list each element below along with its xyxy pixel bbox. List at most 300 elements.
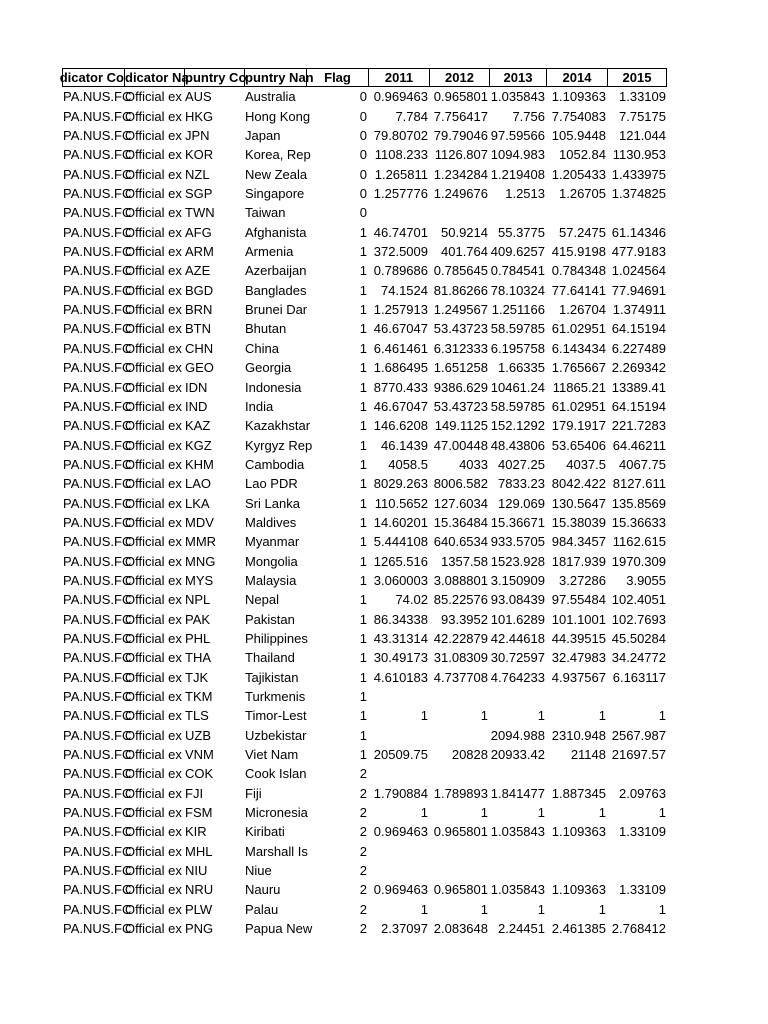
value-2012-cell[interactable]: 0.965801 xyxy=(433,824,488,840)
indicator-name-cell[interactable]: Official ex xyxy=(125,379,182,395)
country-code-cell[interactable]: KOR xyxy=(185,147,214,163)
indicator-name-cell[interactable]: Official ex xyxy=(125,476,182,492)
country-name-cell[interactable]: Niue xyxy=(245,863,272,879)
indicator-code-cell[interactable]: PA.NUS.FC xyxy=(63,360,132,376)
value-2012-cell[interactable]: 2.083648 xyxy=(433,921,488,937)
country-code-cell[interactable]: JPN xyxy=(185,128,210,144)
country-name-cell[interactable]: Afghanista xyxy=(245,224,307,240)
value-2013-cell[interactable]: 933.5705 xyxy=(490,534,545,550)
country-name-cell[interactable]: Kyrgyz Rep xyxy=(245,437,313,453)
indicator-code-cell[interactable]: PA.NUS.FC xyxy=(63,224,132,240)
indicator-name-cell[interactable]: Official ex xyxy=(125,360,182,376)
indicator-code-cell[interactable]: PA.NUS.FC xyxy=(63,785,132,801)
value-2014-cell[interactable]: 1.26705 xyxy=(559,186,606,202)
flag-cell[interactable]: 1 xyxy=(359,630,367,646)
value-2014-cell[interactable]: 1 xyxy=(598,805,606,821)
value-2013-cell[interactable]: 93.08439 xyxy=(490,592,545,608)
value-2015-cell[interactable]: 135.8569 xyxy=(611,495,666,511)
value-2015-cell[interactable]: 6.227489 xyxy=(611,340,666,356)
header-cell[interactable]: Flag xyxy=(306,68,368,87)
value-2012-cell[interactable] xyxy=(429,687,489,706)
flag-cell[interactable]: 1 xyxy=(359,592,367,608)
value-2013-cell[interactable]: 78.10324 xyxy=(490,282,545,298)
header-cell[interactable]: dicator Na xyxy=(124,68,184,87)
value-2011-cell[interactable]: 0.969463 xyxy=(373,89,428,105)
country-name-cell[interactable]: Marshall Is xyxy=(245,843,308,859)
country-name-cell[interactable]: Georgia xyxy=(245,360,292,376)
value-2012-cell[interactable]: 93.3952 xyxy=(441,611,488,627)
value-2011-cell[interactable]: 43.31314 xyxy=(373,630,428,646)
value-2014-cell[interactable]: 1.765667 xyxy=(551,360,606,376)
value-2012-cell[interactable]: 7.756417 xyxy=(433,108,488,124)
value-2013-cell[interactable]: 1.035843 xyxy=(490,824,545,840)
indicator-code-cell[interactable]: PA.NUS.FC xyxy=(63,766,132,782)
value-2011-cell[interactable]: 1.686495 xyxy=(373,360,428,376)
value-2014-cell[interactable]: 1.109363 xyxy=(551,89,606,105)
country-code-cell[interactable]: KAZ xyxy=(185,418,211,434)
value-2015-cell[interactable]: 34.24772 xyxy=(611,650,666,666)
value-2015-cell[interactable]: 221.7283 xyxy=(611,418,666,434)
flag-cell[interactable]: 0 xyxy=(359,147,367,163)
value-2011-cell[interactable]: 0.969463 xyxy=(373,824,428,840)
indicator-name-cell[interactable]: Official ex xyxy=(125,785,182,801)
value-2013-cell[interactable]: 1.841477 xyxy=(490,785,545,801)
value-2014-cell[interactable]: 15.38039 xyxy=(551,514,606,530)
indicator-code-cell[interactable]: PA.NUS.FC xyxy=(63,630,132,646)
country-name-cell[interactable]: Uzbekistar xyxy=(245,727,307,743)
country-name-cell[interactable]: Indonesia xyxy=(245,379,302,395)
value-2012-cell[interactable]: 401.764 xyxy=(441,244,488,260)
value-2011-cell[interactable]: 46.67047 xyxy=(373,398,428,414)
indicator-name-cell[interactable]: Official ex xyxy=(125,882,182,898)
country-code-cell[interactable]: FJI xyxy=(185,785,204,801)
country-code-cell[interactable]: IDN xyxy=(185,379,208,395)
value-2012-cell[interactable]: 81.86266 xyxy=(433,282,488,298)
indicator-name-cell[interactable]: Official ex xyxy=(125,186,182,202)
indicator-name-cell[interactable]: Official ex xyxy=(125,147,182,163)
flag-cell[interactable]: 1 xyxy=(359,340,367,356)
indicator-name-cell[interactable]: Official ex xyxy=(125,128,182,144)
indicator-name-cell[interactable]: Official ex xyxy=(125,321,182,337)
value-2015-cell[interactable]: 1.433975 xyxy=(611,166,666,182)
value-2014-cell[interactable]: 61.02951 xyxy=(551,321,606,337)
value-2013-cell[interactable] xyxy=(489,203,546,222)
indicator-name-cell[interactable]: Official ex xyxy=(125,89,182,105)
country-name-cell[interactable]: Australia xyxy=(245,89,296,105)
country-name-cell[interactable]: Myanmar xyxy=(245,534,300,550)
indicator-code-cell[interactable]: PA.NUS.FC xyxy=(63,456,132,472)
country-code-cell[interactable]: PLW xyxy=(185,901,213,917)
value-2015-cell[interactable]: 1.374911 xyxy=(612,302,666,318)
flag-cell[interactable]: 2 xyxy=(359,766,367,782)
indicator-code-cell[interactable]: PA.NUS.FC xyxy=(63,321,132,337)
value-2011-cell[interactable]: 7.784 xyxy=(395,108,428,124)
value-2012-cell[interactable]: 53.43723 xyxy=(433,321,488,337)
flag-cell[interactable]: 2 xyxy=(359,805,367,821)
flag-cell[interactable]: 1 xyxy=(359,263,367,279)
value-2014-cell[interactable]: 32.47983 xyxy=(551,650,606,666)
value-2012-cell[interactable]: 9386.629 xyxy=(433,379,488,395)
indicator-code-cell[interactable]: PA.NUS.FC xyxy=(63,863,132,879)
indicator-code-cell[interactable]: PA.NUS.FC xyxy=(63,708,132,724)
value-2011-cell[interactable]: 79.80702 xyxy=(373,128,428,144)
indicator-name-cell[interactable]: Official ex xyxy=(125,863,182,879)
value-2013-cell[interactable]: 55.3775 xyxy=(498,224,545,240)
flag-cell[interactable]: 1 xyxy=(359,553,367,569)
value-2013-cell[interactable]: 30.72597 xyxy=(490,650,545,666)
country-name-cell[interactable]: Sri Lanka xyxy=(245,495,300,511)
country-name-cell[interactable]: Kazakhstar xyxy=(245,418,311,434)
country-name-cell[interactable]: Nepal xyxy=(245,592,279,608)
country-code-cell[interactable]: LAO xyxy=(185,476,212,492)
country-code-cell[interactable]: KIR xyxy=(185,824,207,840)
country-code-cell[interactable]: MHL xyxy=(185,843,213,859)
value-2011-cell[interactable] xyxy=(368,726,429,745)
indicator-name-cell[interactable]: Official ex xyxy=(125,843,182,859)
indicator-name-cell[interactable]: Official ex xyxy=(125,901,182,917)
indicator-code-cell[interactable]: PA.NUS.FC xyxy=(63,302,132,318)
country-name-cell[interactable]: Philippines xyxy=(245,630,308,646)
country-name-cell[interactable]: Cambodia xyxy=(245,456,305,472)
value-2012-cell[interactable]: 640.6534 xyxy=(433,534,488,550)
country-code-cell[interactable]: TLS xyxy=(185,708,209,724)
value-2013-cell[interactable]: 1 xyxy=(537,901,545,917)
indicator-name-cell[interactable]: Official ex xyxy=(125,689,182,704)
value-2011-cell[interactable]: 1 xyxy=(420,805,428,821)
value-2014-cell[interactable]: 415.9198 xyxy=(551,244,606,260)
value-2014-cell[interactable]: 1052.84 xyxy=(559,147,606,163)
value-2011-cell[interactable]: 74.1524 xyxy=(381,282,428,298)
value-2013-cell[interactable]: 3.150909 xyxy=(490,572,545,588)
header-cell[interactable]: dicator Co xyxy=(62,68,124,87)
value-2013-cell[interactable]: 129.069 xyxy=(498,495,545,511)
country-name-cell[interactable]: Brunei Dar xyxy=(245,302,308,318)
value-2012-cell[interactable]: 20828 xyxy=(451,747,488,763)
indicator-code-cell[interactable]: PA.NUS.FC xyxy=(63,882,132,898)
value-2012-cell[interactable]: 47.00448 xyxy=(433,437,488,453)
indicator-code-cell[interactable]: PA.NUS.FC xyxy=(63,824,132,840)
value-2011-cell[interactable] xyxy=(368,203,429,222)
value-2015-cell[interactable]: 15.36633 xyxy=(611,514,666,530)
indicator-name-cell[interactable]: Official ex xyxy=(125,650,182,666)
indicator-code-cell[interactable]: PA.NUS.FC xyxy=(63,398,132,414)
country-name-cell[interactable]: China xyxy=(245,340,279,356)
indicator-name-cell[interactable]: Official ex xyxy=(125,553,182,569)
value-2011-cell[interactable]: 46.67047 xyxy=(373,321,428,337)
indicator-name-cell[interactable]: Official ex xyxy=(125,611,182,627)
value-2013-cell[interactable]: 58.59785 xyxy=(490,321,545,337)
value-2014-cell[interactable]: 1817.939 xyxy=(551,553,606,569)
indicator-code-cell[interactable]: PA.NUS.FC xyxy=(63,514,132,530)
flag-cell[interactable]: 1 xyxy=(359,689,367,704)
value-2013-cell[interactable]: 58.59785 xyxy=(490,398,545,414)
value-2014-cell[interactable]: 1.205433 xyxy=(551,166,606,182)
value-2012-cell[interactable]: 1.651258 xyxy=(433,360,488,376)
value-2014-cell[interactable]: 1 xyxy=(598,708,606,724)
country-name-cell[interactable]: Singapore xyxy=(245,186,305,202)
value-2013-cell[interactable]: 1.219408 xyxy=(490,166,545,182)
value-2015-cell[interactable]: 7.75175 xyxy=(619,108,666,124)
value-2014-cell[interactable]: 179.1917 xyxy=(551,418,606,434)
country-name-cell[interactable]: Thailand xyxy=(245,650,295,666)
value-2013-cell[interactable]: 4.764233 xyxy=(490,669,545,685)
indicator-code-cell[interactable]: PA.NUS.FC xyxy=(63,476,132,492)
indicator-code-cell[interactable]: PA.NUS.FC xyxy=(63,108,132,124)
value-2011-cell[interactable]: 8770.433 xyxy=(373,379,428,395)
value-2014-cell[interactable]: 3.27286 xyxy=(559,572,606,588)
flag-cell[interactable]: 2 xyxy=(359,824,367,840)
indicator-name-cell[interactable]: Official ex xyxy=(125,456,182,472)
value-2012-cell[interactable] xyxy=(429,726,489,745)
country-code-cell[interactable]: IND xyxy=(185,398,208,414)
indicator-code-cell[interactable]: PA.NUS.FC xyxy=(63,611,132,627)
indicator-code-cell[interactable]: PA.NUS.FC xyxy=(63,901,132,917)
value-2015-cell[interactable]: 477.9183 xyxy=(611,244,666,260)
value-2012-cell[interactable] xyxy=(429,203,489,222)
value-2015-cell[interactable]: 64.46211 xyxy=(612,437,666,453)
value-2015-cell[interactable]: 1162.615 xyxy=(612,534,666,550)
value-2014-cell[interactable]: 57.2475 xyxy=(559,224,606,240)
country-code-cell[interactable]: HKG xyxy=(185,108,214,124)
indicator-code-cell[interactable]: PA.NUS.FC xyxy=(63,89,132,105)
country-code-cell[interactable]: MYS xyxy=(185,572,214,588)
indicator-name-cell[interactable]: Official ex xyxy=(125,263,182,279)
value-2012-cell[interactable]: 1.249567 xyxy=(433,302,488,318)
indicator-name-cell[interactable]: Official ex xyxy=(125,534,182,550)
indicator-name-cell[interactable]: Official ex xyxy=(125,592,182,608)
indicator-code-cell[interactable]: PA.NUS.FC xyxy=(63,669,132,685)
value-2015-cell[interactable]: 1 xyxy=(658,708,666,724)
country-code-cell[interactable]: PAK xyxy=(185,611,211,627)
value-2011-cell[interactable] xyxy=(368,687,429,706)
flag-cell[interactable]: 1 xyxy=(359,708,367,724)
value-2013-cell[interactable]: 1.66335 xyxy=(498,360,545,376)
value-2015-cell[interactable]: 8127.611 xyxy=(612,476,666,492)
value-2012-cell[interactable]: 4033 xyxy=(459,456,488,472)
value-2014-cell[interactable]: 4037.5 xyxy=(566,456,606,472)
value-2012-cell[interactable]: 79.79046 xyxy=(433,128,488,144)
value-2015-cell[interactable] xyxy=(607,842,667,861)
country-name-cell[interactable]: Fiji xyxy=(245,785,262,801)
value-2011-cell[interactable]: 8029.263 xyxy=(373,476,428,492)
value-2013-cell[interactable]: 48.43806 xyxy=(490,437,545,453)
indicator-code-cell[interactable]: PA.NUS.FC xyxy=(63,186,132,202)
value-2011-cell[interactable]: 1 xyxy=(420,708,428,724)
flag-cell[interactable]: 0 xyxy=(359,205,367,221)
value-2011-cell[interactable] xyxy=(368,764,429,783)
indicator-name-cell[interactable]: Official ex xyxy=(125,805,182,821)
value-2013-cell[interactable]: 15.36671 xyxy=(490,514,545,530)
country-name-cell[interactable]: Tajikistan xyxy=(245,669,299,685)
country-name-cell[interactable]: Malaysia xyxy=(245,572,297,588)
indicator-name-cell[interactable]: Official ex xyxy=(125,282,182,298)
value-2014-cell[interactable]: 105.9448 xyxy=(551,128,606,144)
value-2012-cell[interactable]: 31.08309 xyxy=(433,650,488,666)
value-2012-cell[interactable]: 1.789893 xyxy=(433,785,488,801)
value-2012-cell[interactable]: 15.36484 xyxy=(433,514,488,530)
indicator-name-cell[interactable]: Official ex xyxy=(125,224,182,240)
country-name-cell[interactable]: Palau xyxy=(245,901,279,917)
indicator-name-cell[interactable]: Official ex xyxy=(125,514,182,530)
flag-cell[interactable]: 2 xyxy=(359,863,367,879)
value-2015-cell[interactable]: 64.15194 xyxy=(611,321,666,337)
indicator-name-cell[interactable]: Official ex xyxy=(125,747,182,763)
country-code-cell[interactable]: COK xyxy=(185,766,214,782)
indicator-name-cell[interactable]: Official ex xyxy=(125,108,182,124)
value-2011-cell[interactable]: 74.02 xyxy=(395,592,428,608)
country-code-cell[interactable]: MDV xyxy=(185,514,214,530)
flag-cell[interactable]: 1 xyxy=(359,437,367,453)
value-2014-cell[interactable]: 2310.948 xyxy=(551,727,606,743)
value-2011-cell[interactable] xyxy=(368,861,429,880)
value-2015-cell[interactable]: 21697.57 xyxy=(611,747,666,763)
value-2013-cell[interactable]: 0.784541 xyxy=(490,263,545,279)
value-2013-cell[interactable]: 4027.25 xyxy=(498,456,545,472)
value-2012-cell[interactable]: 0.785645 xyxy=(433,263,488,279)
indicator-name-cell[interactable]: Official ex xyxy=(125,572,182,588)
value-2011-cell[interactable]: 0.969463 xyxy=(373,882,428,898)
indicator-code-cell[interactable]: PA.NUS.FC xyxy=(63,592,132,608)
indicator-name-cell[interactable]: Official ex xyxy=(125,921,182,937)
value-2014-cell[interactable]: 77.64141 xyxy=(551,282,606,298)
country-code-cell[interactable]: NRU xyxy=(185,882,214,898)
indicator-name-cell[interactable]: Official ex xyxy=(125,630,182,646)
value-2012-cell[interactable]: 1 xyxy=(480,901,488,917)
flag-cell[interactable]: 0 xyxy=(359,128,367,144)
value-2012-cell[interactable] xyxy=(429,842,489,861)
value-2015-cell[interactable] xyxy=(607,861,667,880)
indicator-name-cell[interactable]: Official ex xyxy=(125,708,182,724)
flag-cell[interactable]: 2 xyxy=(359,785,367,801)
indicator-code-cell[interactable]: PA.NUS.FC xyxy=(63,128,132,144)
value-2015-cell[interactable]: 3.9055 xyxy=(626,572,666,588)
country-code-cell[interactable]: CHN xyxy=(185,340,214,356)
value-2015-cell[interactable]: 13389.41 xyxy=(611,379,666,395)
flag-cell[interactable]: 1 xyxy=(359,669,367,685)
header-cell[interactable]: 2014 xyxy=(546,68,607,87)
value-2011-cell[interactable]: 4.610183 xyxy=(373,669,428,685)
value-2011-cell[interactable]: 5.444108 xyxy=(373,534,428,550)
value-2012-cell[interactable]: 1126.807 xyxy=(434,147,488,163)
flag-cell[interactable]: 1 xyxy=(359,650,367,666)
country-code-cell[interactable]: NIU xyxy=(185,863,208,879)
flag-cell[interactable]: 1 xyxy=(359,495,367,511)
indicator-code-cell[interactable]: PA.NUS.FC xyxy=(63,689,132,704)
header-cell[interactable]: puntry Co xyxy=(184,68,244,87)
value-2012-cell[interactable] xyxy=(429,764,489,783)
flag-cell[interactable]: 1 xyxy=(359,418,367,434)
indicator-code-cell[interactable]: PA.NUS.FC xyxy=(63,244,132,260)
indicator-code-cell[interactable]: PA.NUS.FC xyxy=(63,495,132,511)
value-2015-cell[interactable]: 64.15194 xyxy=(611,398,666,414)
value-2012-cell[interactable]: 42.22879 xyxy=(433,630,488,646)
flag-cell[interactable]: 1 xyxy=(359,321,367,337)
value-2013-cell[interactable]: 1 xyxy=(537,708,545,724)
value-2013-cell[interactable] xyxy=(489,861,546,880)
value-2015-cell[interactable]: 4067.75 xyxy=(619,456,666,472)
flag-cell[interactable]: 1 xyxy=(359,379,367,395)
value-2013-cell[interactable]: 1094.983 xyxy=(490,147,545,163)
header-cell[interactable]: 2013 xyxy=(489,68,546,87)
country-name-cell[interactable]: Cook Islan xyxy=(245,766,307,782)
value-2014-cell[interactable]: 1 xyxy=(598,901,606,917)
value-2014-cell[interactable]: 8042.422 xyxy=(551,476,606,492)
value-2011-cell[interactable]: 1.257913 xyxy=(373,302,428,318)
value-2014-cell[interactable]: 101.1001 xyxy=(551,611,606,627)
flag-cell[interactable]: 0 xyxy=(359,166,367,182)
country-code-cell[interactable]: PNG xyxy=(185,921,214,937)
flag-cell[interactable]: 2 xyxy=(359,921,367,937)
country-code-cell[interactable]: VNM xyxy=(185,747,214,763)
value-2011-cell[interactable] xyxy=(368,842,429,861)
value-2014-cell[interactable]: 1.26704 xyxy=(559,302,606,318)
value-2015-cell[interactable]: 77.94691 xyxy=(611,282,666,298)
value-2014-cell[interactable]: 7.754083 xyxy=(551,108,606,124)
value-2011-cell[interactable]: 14.60201 xyxy=(373,514,428,530)
value-2014-cell[interactable]: 130.5647 xyxy=(551,495,606,511)
indicator-code-cell[interactable]: PA.NUS.FC xyxy=(63,418,132,434)
flag-cell[interactable]: 1 xyxy=(359,302,367,318)
country-name-cell[interactable]: Hong Kong xyxy=(245,108,311,124)
value-2013-cell[interactable] xyxy=(489,842,546,861)
value-2015-cell[interactable]: 45.50284 xyxy=(611,630,666,646)
flag-cell[interactable]: 0 xyxy=(359,186,367,202)
value-2011-cell[interactable]: 1 xyxy=(420,901,428,917)
flag-cell[interactable]: 1 xyxy=(359,398,367,414)
flag-cell[interactable]: 1 xyxy=(359,514,367,530)
country-code-cell[interactable]: PHL xyxy=(185,630,211,646)
country-code-cell[interactable]: MMR xyxy=(185,534,217,550)
value-2012-cell[interactable]: 6.312333 xyxy=(433,340,488,356)
indicator-name-cell[interactable]: Official ex xyxy=(125,244,182,260)
flag-cell[interactable]: 0 xyxy=(359,89,367,105)
indicator-name-cell[interactable]: Official ex xyxy=(125,824,182,840)
value-2011-cell[interactable]: 4058.5 xyxy=(388,456,428,472)
country-name-cell[interactable]: India xyxy=(245,398,274,414)
value-2011-cell[interactable]: 146.6208 xyxy=(373,418,428,434)
value-2011-cell[interactable]: 6.461461 xyxy=(373,340,428,356)
value-2011-cell[interactable]: 3.060003 xyxy=(373,572,428,588)
country-code-cell[interactable]: UZB xyxy=(185,727,211,743)
value-2015-cell[interactable] xyxy=(607,764,667,783)
country-code-cell[interactable]: KHM xyxy=(185,456,214,472)
value-2014-cell[interactable]: 61.02951 xyxy=(551,398,606,414)
value-2013-cell[interactable] xyxy=(489,764,546,783)
value-2015-cell[interactable]: 1970.309 xyxy=(611,553,666,569)
value-2011-cell[interactable]: 1108.233 xyxy=(374,147,428,163)
indicator-code-cell[interactable]: PA.NUS.FC xyxy=(63,205,132,221)
value-2014-cell[interactable]: 53.65406 xyxy=(551,437,606,453)
country-name-cell[interactable]: Bhutan xyxy=(245,321,287,337)
header-cell[interactable]: 2015 xyxy=(607,68,667,87)
value-2012-cell[interactable]: 127.6034 xyxy=(433,495,488,511)
value-2012-cell[interactable]: 1.234284 xyxy=(433,166,488,182)
value-2012-cell[interactable]: 149.1125 xyxy=(434,418,488,434)
flag-cell[interactable]: 1 xyxy=(359,244,367,260)
value-2013-cell[interactable]: 1.2513 xyxy=(505,186,545,202)
country-name-cell[interactable]: New Zeala xyxy=(245,166,308,182)
value-2011-cell[interactable]: 86.34338 xyxy=(373,611,428,627)
value-2012-cell[interactable]: 50.9214 xyxy=(441,224,488,240)
value-2014-cell[interactable]: 1.109363 xyxy=(551,882,606,898)
value-2012-cell[interactable]: 85.22576 xyxy=(433,592,488,608)
country-name-cell[interactable]: Japan xyxy=(245,128,281,144)
country-name-cell[interactable]: Turkmenis xyxy=(245,689,306,704)
country-code-cell[interactable]: BGD xyxy=(185,282,214,298)
indicator-code-cell[interactable]: PA.NUS.FC xyxy=(63,379,132,395)
value-2011-cell[interactable]: 372.5009 xyxy=(373,244,428,260)
country-code-cell[interactable]: AUS xyxy=(185,89,212,105)
